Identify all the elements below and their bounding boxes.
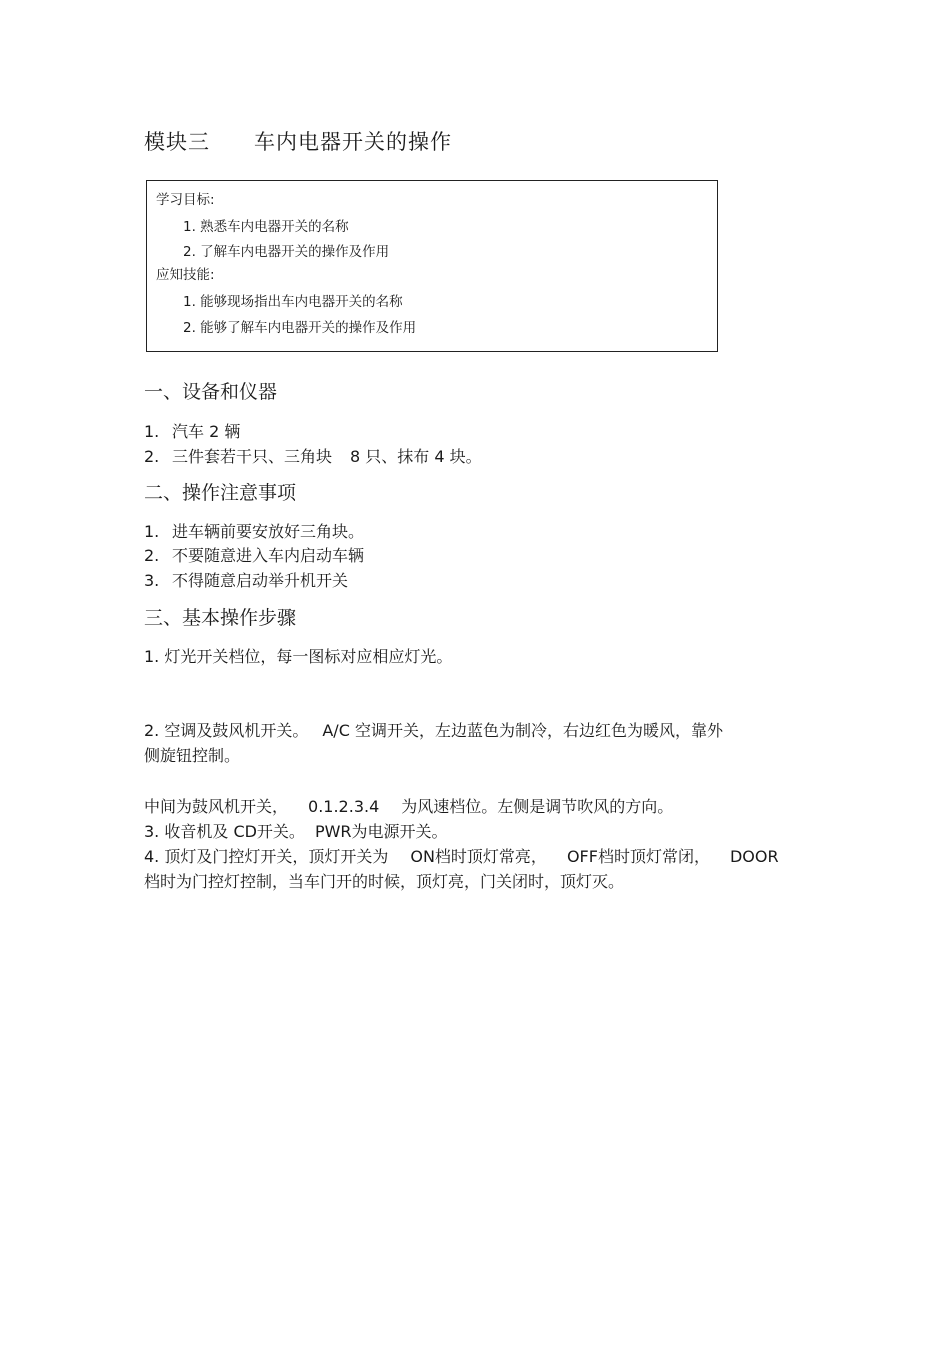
item-text: 不得随意启动举升机开关 <box>172 571 349 590</box>
step-2-continued: 侧旋钮控制。 <box>144 746 241 765</box>
step-4-door: DOOR <box>729 847 779 866</box>
skills-label: 应知技能: <box>156 267 215 283</box>
item-number: 3. <box>144 571 160 590</box>
item-number: 2. <box>144 546 160 565</box>
item-text: 8 只、抹布 4 块。 <box>350 447 482 466</box>
step-2 <box>144 718 723 741</box>
page-title <box>144 126 452 156</box>
blower-direction-text: 为风速档位。左侧是调节吹风的方向。 <box>401 797 674 816</box>
step-3 <box>144 819 448 842</box>
item-text: 不要随意进入车内启动车辆 <box>172 546 365 565</box>
step-4 <box>144 844 779 867</box>
item-number: 1. <box>144 522 160 541</box>
goal-item: 1. 熟悉车内电器开关的名称 <box>183 219 349 235</box>
list-item <box>144 568 348 591</box>
module-label: 模块三 <box>144 130 210 154</box>
list-item <box>144 543 364 566</box>
step-2-blower <box>144 794 673 817</box>
learning-goals-box <box>146 180 718 352</box>
skill-item: 1. 能够现场指出车内电器开关的名称 <box>183 294 403 310</box>
item-number: 1. <box>144 422 160 441</box>
list-item <box>144 519 364 542</box>
goals-label: 学习目标: <box>156 192 215 208</box>
step-3-title: 3. 收音机及 CD开关。 <box>144 822 305 841</box>
module-name: 车内电器开关的操作 <box>254 130 452 154</box>
section-heading: 三、基本操作步骤 <box>144 607 297 629</box>
step-4-on: ON档时顶灯常亮， <box>410 847 547 866</box>
goal-item: 2. 了解车内电器开关的操作及作用 <box>183 244 390 260</box>
step-4-title: 4. 顶灯及门控灯开关，顶灯开关为 <box>144 847 389 866</box>
step-2-text: A/C 空调开关，左边蓝色为制冷，右边红色为暖风，靠外 <box>322 721 723 740</box>
list-item <box>144 419 240 442</box>
list-item <box>144 444 482 467</box>
step-2-title: 2. 空调及鼓风机开关。 <box>144 721 309 740</box>
step-1: 1. 灯光开关档位，每一图标对应相应灯光。 <box>144 647 453 666</box>
item-text: 进车辆前要安放好三角块。 <box>172 522 365 541</box>
step-4-off: OFF档时顶灯常闭， <box>566 847 710 866</box>
item-text: 三件套若干只、三角块 <box>172 447 333 466</box>
item-text: 汽车 2 辆 <box>172 422 241 441</box>
skill-item: 2. 能够了解车内电器开关的操作及作用 <box>183 320 417 336</box>
step-3-text: PWR为电源开关。 <box>314 822 448 841</box>
blower-text: 中间为鼓风机开关， <box>144 797 289 816</box>
section-heading: 二、操作注意事项 <box>144 482 297 504</box>
fan-speed-levels: 0.1.2.3.4 <box>308 797 380 816</box>
item-number: 2. <box>144 447 160 466</box>
section-heading: 一、设备和仪器 <box>144 381 278 403</box>
step-4-continued: 档时为门控灯控制，当车门开的时候，顶灯亮，门关闭时，顶灯灭。 <box>144 872 625 891</box>
